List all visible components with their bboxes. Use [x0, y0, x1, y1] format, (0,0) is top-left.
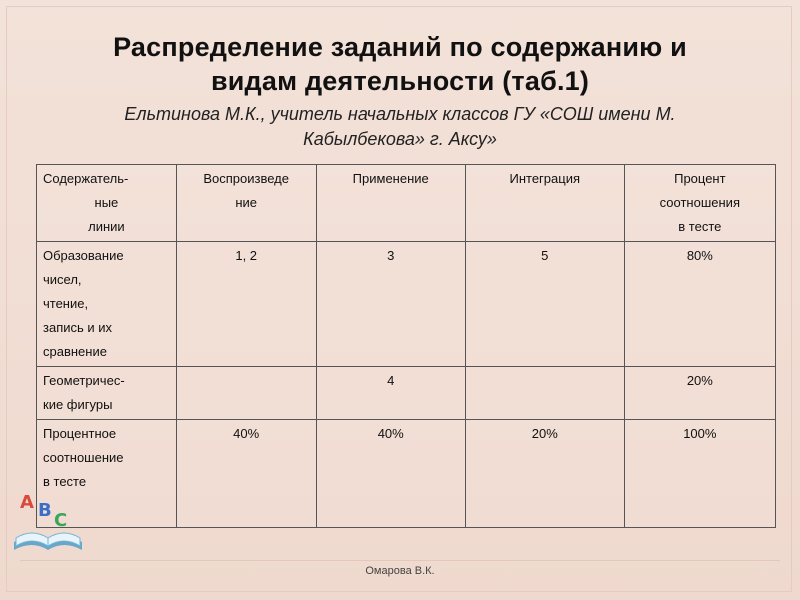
page-title — [40, 30, 760, 98]
header-integration — [465, 165, 624, 242]
page-subtitle — [40, 102, 760, 152]
table-cell: 5 — [465, 242, 624, 367]
table-cell: 1, 2 — [176, 242, 316, 367]
table-cell: 40% — [176, 420, 316, 528]
subtitle-line-1: Ельтинова М.К., учитель начальных классов ГУ «СОШ имени М. — [124, 104, 676, 124]
header-text: Применение — [352, 171, 429, 186]
row-label-text: Процентное — [43, 426, 117, 441]
header-reproduction — [176, 165, 316, 242]
row-label — [37, 367, 177, 420]
table-cell: 20% — [465, 420, 624, 528]
table-cell: 20% — [624, 367, 775, 420]
subtitle-line-2: Кабылбекова» г. Аксу» — [303, 129, 497, 149]
header-content-lines — [37, 165, 177, 242]
row-label-text: чтение, — [43, 296, 89, 311]
row-label — [37, 242, 177, 367]
table-cell: 4 — [316, 367, 465, 420]
row-label-text: в тесте — [43, 474, 87, 489]
distribution-table — [36, 164, 776, 528]
footer-author: Омарова В.К. — [365, 565, 435, 577]
header-text: Процент — [674, 171, 726, 186]
logo-letter-a: A — [20, 492, 34, 513]
table-cell: 40% — [316, 420, 465, 528]
table-row — [37, 420, 776, 528]
row-label-text: чисел, — [43, 272, 82, 287]
header-text: ние — [235, 195, 258, 210]
header-text: в тесте — [678, 219, 722, 234]
header-text: Содержатель- — [43, 171, 129, 186]
logo-letter-c: C — [54, 510, 68, 531]
header-text: Интеграция — [509, 171, 580, 186]
footer-divider — [20, 560, 780, 561]
logo-letter-b: B — [38, 500, 52, 521]
row-label-text: запись и их — [43, 320, 113, 335]
abc-book-icon — [8, 480, 88, 560]
title-line-1: Распределение заданий по содержанию и — [113, 32, 687, 62]
header-text: ные — [94, 195, 119, 210]
row-label-text: Геометричес- — [43, 373, 125, 388]
table-cell: 100% — [624, 420, 775, 528]
table-cell — [176, 367, 316, 420]
header-text: соотношения — [659, 195, 740, 210]
header-text: линии — [88, 219, 125, 234]
header-application — [316, 165, 465, 242]
row-label-text: Образование — [43, 248, 124, 263]
table-cell: 3 — [316, 242, 465, 367]
header-percent — [624, 165, 775, 242]
title-line-2: видам деятельности (таб.1) — [210, 66, 590, 96]
table-header-row — [37, 165, 776, 242]
table-row — [37, 367, 776, 420]
row-label-text: кие фигуры — [43, 397, 113, 412]
row-label-text: сравнение — [43, 344, 107, 359]
table-row — [37, 242, 776, 367]
table-cell — [465, 367, 624, 420]
table-cell: 80% — [624, 242, 775, 367]
header-text: Воспроизведе — [203, 171, 290, 186]
row-label-text: соотношение — [43, 450, 124, 465]
